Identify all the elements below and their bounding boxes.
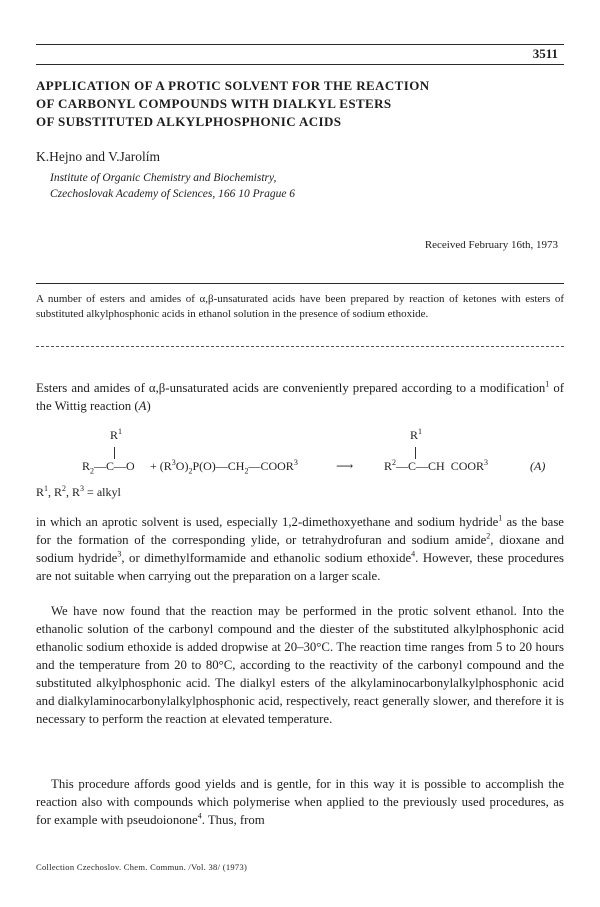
text: . However, these procedures are not suitable when carrying out the preparation on a larger scale.: [36, 551, 564, 583]
authors: K.Hejno and V.Jarolím: [36, 149, 160, 164]
reference: 1: [545, 379, 550, 389]
bond-line: [114, 447, 115, 459]
journal-footer: Collection Czechoslov. Chem. Commun. /Vol. 38/ (1973): [36, 862, 248, 872]
reference: 4: [411, 549, 416, 559]
paragraph: [36, 775, 564, 829]
text: , or dimethylformamide and ethanolic sodium ethoxide: [121, 551, 412, 565]
paragraph: [36, 513, 564, 585]
reactant-label: $R_2—C—O$: [82, 459, 135, 476]
reference: 1: [498, 513, 503, 523]
page-number: 3511: [532, 46, 558, 61]
text: . Thus, from: [201, 813, 265, 827]
text: , dioxane and sodium hydride: [36, 533, 564, 565]
text: in which an aprotic solvent is used, especially 1,2-dimethoxyethane and sodium hydride: [36, 515, 499, 529]
title-line: OF CARBONYL COMPOUNDS WITH DIALKYL ESTERS: [36, 96, 392, 111]
substituent-label: $R^1$: [410, 427, 423, 442]
product-label: $R^2—C—CH$ COOR$^3$: [384, 458, 489, 473]
affiliation-line: Institute of Organic Chemistry and Biochemistry,: [50, 172, 277, 184]
equation-ref: A: [138, 399, 147, 413]
text: ): [146, 399, 151, 413]
text: as the base for the formation of the corresponding ylide, or tetrahydrofuran and sodium amide: [36, 515, 564, 547]
reference: 4: [197, 811, 202, 821]
substituent-label: $R^1$: [110, 427, 123, 442]
bond-line: [415, 447, 416, 459]
abstract: A number of esters and amides of α,β-unsaturated acids have been prepared by reaction of ketones with esters of substituted alkylphosphonic acids in ethanol solution in the presence of sodium ethoxide.: [36, 293, 564, 320]
reagent-label: + $(R^3O)_2P(O)—CH_2—COOR^3$: [150, 458, 298, 476]
text: of the Wittig reaction (: [36, 381, 564, 413]
received-date: Received February 16th, 1973: [424, 239, 558, 251]
reference: 2: [486, 531, 491, 541]
title-line: OF SUBSTITUTED ALKYLPHOSPHONIC ACIDS: [36, 114, 342, 129]
substituent-legend: $R^1$, $R^2$, $R^3$ = alkyl: [36, 484, 121, 499]
text: Esters and amides of α,β-unsaturated acids are conveniently prepared according to a modification: [36, 381, 546, 395]
paragraph: We have now found that the reaction may be performed in the protic solvent ethanol. Into the ethanolic solution of the carbonyl compound and the diester of the substituted alkylphosphonic acid ethanolic sodium ethoxide is added dropwise at 20–30°C. The reaction time ranges from 5 to 20 hours and the temperature from 20 to 80°C, according to the reactivity of the carbonyl compound and the substituted alkylphosphonic acid. The dialkyl esters of the alkylaminocarbonylalkylphosphonic acid and dialkylaminocarbonylalkylphosphonic acid, respectively, react generally slower, and therefore it is necessary to perform the reaction at elevated temperature.: [36, 604, 564, 726]
reaction-arrow: ⟶: [336, 459, 354, 473]
equation-label: (A): [530, 459, 546, 473]
reference: 3: [117, 549, 122, 559]
text: This procedure affords good yields and is gentle, for in this way it is possible to accomplish the reaction also with compounds which polymerise when applied to the previously used procedures, as for example with pseudoionone: [36, 777, 564, 827]
title-line: APPLICATION OF A PROTIC SOLVENT FOR THE REACTION: [36, 78, 430, 93]
affiliation-line: Czechoslovak Academy of Sciences, 166 10 Prague 6: [50, 188, 296, 200]
